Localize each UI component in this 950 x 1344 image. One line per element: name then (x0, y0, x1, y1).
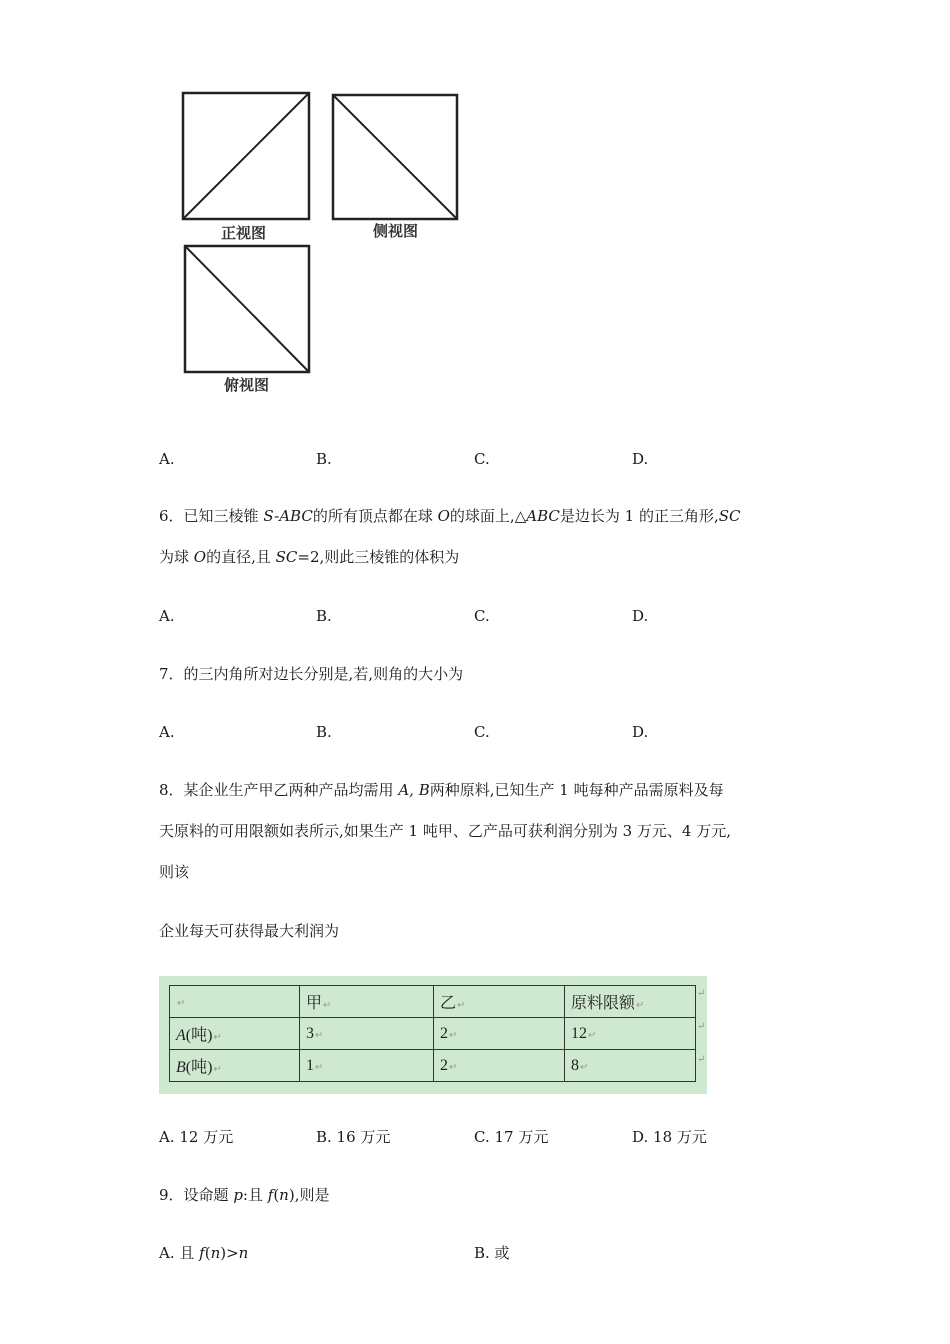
top-view-diagonal (185, 246, 309, 372)
q8-resource-table-image (159, 976, 707, 1094)
table-cell: 2↵ (434, 1018, 565, 1050)
front-view-diagonal (183, 93, 309, 219)
table-cell: 乙↵ (434, 986, 565, 1018)
q8-option-d: D. 18 万元 (632, 1128, 707, 1146)
row-end-mark: ↵ (697, 1054, 706, 1065)
table-cell: ↵ (170, 986, 300, 1018)
q6-option-c: C. (474, 607, 490, 625)
row-end-mark: ↵ (697, 988, 706, 999)
q8-option-a: A. 12 万元 (159, 1128, 234, 1146)
q8-option-b: B. 16 万元 (316, 1128, 391, 1146)
table-cell: B(吨)↵ (170, 1050, 300, 1082)
table-cell: 原料限额↵ (565, 986, 696, 1018)
q8-resource-table (169, 985, 696, 1082)
q5-option-c: C. (474, 450, 490, 468)
table-header-row (170, 986, 696, 1018)
q8-line-2: 天原料的可用限额如表所示,如果生产 1 吨甲、乙产品可获利润分别为 3 万元、4 万元, (159, 822, 732, 840)
q5-option-a: A. (159, 450, 175, 468)
table-cell: 8↵ (565, 1050, 696, 1082)
q5-option-b: B. (316, 450, 332, 468)
q9-option-b: B. 或 (474, 1244, 510, 1262)
row-end-mark: ↵ (697, 1021, 706, 1032)
q6-line-1: 6．已知三棱锥 S-ABC的所有顶点都在球 O的球面上,△ABC是边长为 1 的正三角形,SC (159, 507, 741, 525)
q8-option-c: C. 17 万元 (474, 1128, 549, 1146)
q7-option-b: B. (316, 723, 332, 741)
q7-stem: 7．的三内角所对边长分别是,若,则角的大小为 (159, 665, 464, 683)
q6-option-a: A. (159, 607, 175, 625)
q8-line-4: 企业每天可获得最大利润为 (159, 922, 340, 940)
q6-option-b: B. (316, 607, 332, 625)
table-cell: 12↵ (565, 1018, 696, 1050)
q7-option-d: D. (632, 723, 649, 741)
q5-option-d: D. (632, 450, 649, 468)
front-view-label: 正视图 (221, 224, 267, 242)
q7-option-a: A. (159, 723, 175, 741)
table-cell: 甲↵ (300, 986, 434, 1018)
q7-option-c: C. (474, 723, 490, 741)
table-row (170, 1018, 696, 1050)
q9-option-a: A. 且 f(n)>n (159, 1244, 249, 1262)
side-view-label: 侧视图 (373, 222, 419, 240)
q6-option-d: D. (632, 607, 649, 625)
table-cell: 1↵ (300, 1050, 434, 1082)
q6-line-2: 为球 O的直径,且 SC=2,则此三棱锥的体积为 (159, 548, 460, 566)
top-view-label: 俯视图 (224, 376, 270, 394)
table-cell: 3↵ (300, 1018, 434, 1050)
q9-stem: 9．设命题 p:且 f(n),则是 (159, 1186, 330, 1204)
q8-line-1: 8．某企业生产甲乙两种产品均需用 A, B两种原料,已知生产 1 吨每种产品需原料及每 (159, 781, 724, 799)
side-view-diagonal (333, 95, 457, 219)
table-cell: A(吨)↵ (170, 1018, 300, 1050)
q8-line-3: 则该 (159, 863, 190, 881)
table-row (170, 1050, 696, 1082)
table-cell: 2↵ (434, 1050, 565, 1082)
